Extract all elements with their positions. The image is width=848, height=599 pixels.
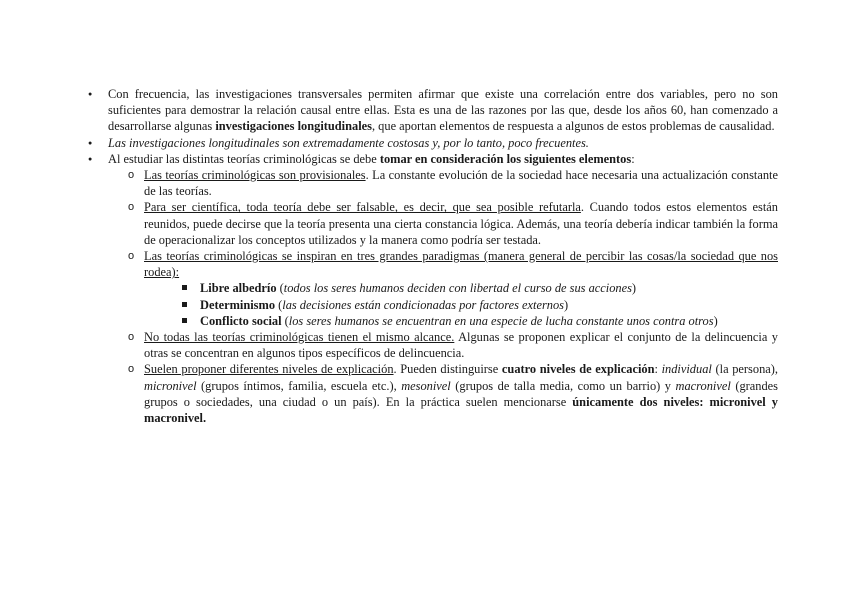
element-provisional xyxy=(108,167,778,199)
element-levels xyxy=(108,361,778,426)
text: (grupos íntimos, familia, escuela etc.), xyxy=(196,378,402,393)
text: : xyxy=(631,151,635,166)
italic-note: Las investigaciones longitudinales son extremadamente costosas y, por lo tanto, poco frecuentes. xyxy=(108,135,589,150)
paradigm-item xyxy=(144,280,778,296)
underlined-heading: Para ser científica, toda teoría debe ser falsable, es decir, que sea posible refutarla xyxy=(144,200,581,215)
text: (grupos de talla media, como un barrio) y xyxy=(450,378,676,393)
bullet-theory-elements xyxy=(88,151,778,426)
text: ( xyxy=(281,313,289,328)
element-paradigms xyxy=(108,248,778,329)
underlined-heading: Las teorías criminológicas se inspiran en tres grandes paradigmas (manera general de percibir las cosas/la sociedad que nos rodea): xyxy=(144,249,778,280)
text: ( xyxy=(276,281,284,296)
bullet-longitudinal-research xyxy=(88,86,778,135)
level-name: micronivel xyxy=(144,378,197,393)
bold-term: tomar en consideración los siguientes elementos xyxy=(379,151,632,166)
paradigm-description: las decisiones están condicionadas por factores externos xyxy=(282,297,564,312)
underlined-heading: Suelen proponer diferentes niveles de explicación xyxy=(144,362,394,377)
text: (la persona), xyxy=(711,362,778,377)
paradigm-item xyxy=(144,313,778,329)
text: . La constante evolución de la sociedad hace necesaria una actualización constante de las teorías. xyxy=(144,168,778,199)
text: ( xyxy=(275,297,283,312)
paradigm-description: los seres humanos se encuentran en una especie de lucha constante unos contra otros xyxy=(288,313,714,328)
bullet-costly-note xyxy=(88,135,778,151)
paradigms-sublist xyxy=(144,280,778,329)
underlined-heading: Las teorías criminológicas son provisionales xyxy=(144,168,366,183)
text: . Cuando todos estos elementos están reunidos, puede decirse que la teoría presenta una cierta constancia lógica. Además, una teoría debería indicar también la forma de operacionalizar los conceptos utilizados y la manera como podría ser testada. xyxy=(144,200,778,247)
paradigm-name: Determinismo xyxy=(200,297,276,312)
level-name: macronivel xyxy=(675,378,731,393)
text: ) xyxy=(713,313,718,328)
paradigm-item xyxy=(144,297,778,313)
text: : xyxy=(654,362,662,377)
text: . Pueden distinguirse xyxy=(393,362,502,377)
text: ) xyxy=(631,281,637,296)
underlined-heading: No todas las teorías criminológicas tienen el mismo alcance. xyxy=(144,330,455,345)
main-bullet-list xyxy=(88,86,778,426)
text: Al estudiar las distintas teorías criminológicas se debe xyxy=(108,151,380,166)
bold-term: investigaciones longitudinales xyxy=(215,119,372,134)
text: Algunas se proponen explicar el conjunto de la delincuencia y otras se concentran en algunos tipos específicos de delincuencia. xyxy=(144,330,778,361)
text: , que aportan elementos de respuesta a algunos de estos problemas de causalidad. xyxy=(371,119,775,134)
text: ) xyxy=(563,297,569,312)
bold-term: cuatro niveles de explicación xyxy=(501,362,655,377)
text: Con frecuencia, las investigaciones transversales permiten afirmar que existe una correlación entre dos variables, pero no son suficientes para demostrar la relación causal entre ellas. Esta es una de las razones por las que, desde los años 60, han comenzado a desarrollarse algunas xyxy=(108,87,778,134)
level-name: individual xyxy=(661,362,712,377)
text: (grandes grupos o sociedades, una ciudad o un país). En la práctica suelen mencionarse xyxy=(144,378,778,409)
paradigm-description: todos los seres humanos deciden con libertad el curso de sus acciones xyxy=(283,281,632,296)
document-body xyxy=(88,86,778,426)
paradigm-name: Conflicto social xyxy=(200,313,282,328)
elements-sublist xyxy=(108,167,778,426)
bold-term: únicamente dos niveles: micronivel y macronivel. xyxy=(144,394,778,426)
element-falsable xyxy=(108,199,778,248)
level-name: mesonivel xyxy=(401,378,451,393)
paradigm-name: Libre albedrío xyxy=(200,281,277,296)
element-scope xyxy=(108,329,778,361)
